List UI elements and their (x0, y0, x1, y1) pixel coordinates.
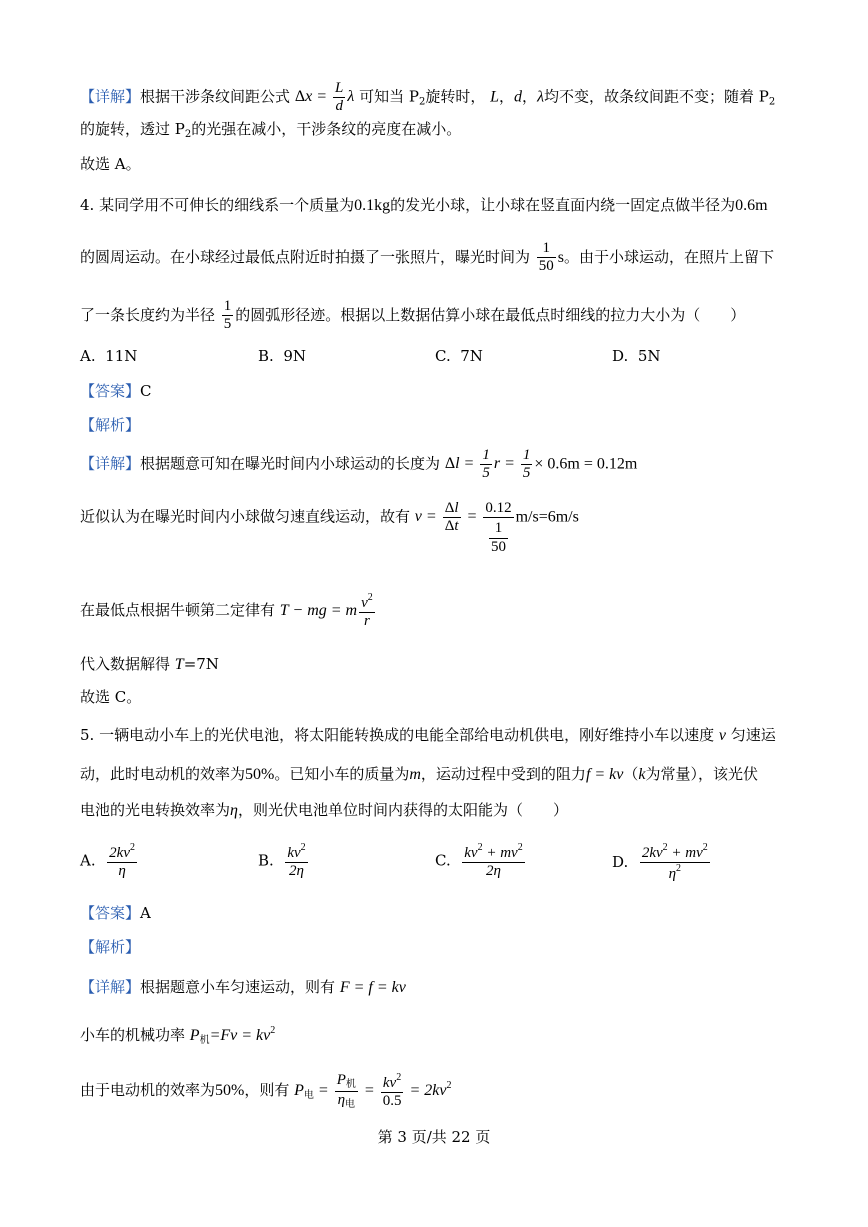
q5-detail-line-1: 【详解】根据题意小车匀速运动，则有 F = f = kv (80, 978, 406, 996)
q4-detail-line-3: 在最低点根据牛顿第二定律有 T − mg = m $\frac{v^2}{r}$ (80, 592, 373, 630)
exposure-time-fraction: $\frac{1}{50}$ (538, 240, 554, 275)
q4-conclusion: 故选 C。 (80, 688, 142, 706)
q5-option-b: B. $\frac{kv^2}{2\eta}$ (258, 842, 306, 880)
q5-stem-line-3: 电池的光电转换效率为η，则光伏电池单位时间内获得的太阳能为（ ） (80, 801, 568, 819)
q5-option-a: A. $\frac{2kv^2}{\eta}$ (80, 842, 135, 880)
formula-fringe-spacing: Δx = $\frac{L}{d}$ λ (294, 80, 355, 115)
q5-option-d: D. $\frac{2kv^2 + mv^2}{\eta^2}$ (612, 842, 708, 883)
q4-option-b: B. 9N (258, 347, 307, 365)
q4-stem-line-2: 的圆周运动。在小球经过最低点附近时拍摄了一张照片，曝光时间为 $\frac{1}{50}$ s。由于小球运动，在照片上留下 (80, 240, 775, 275)
q3-conclusion: 故选 A。 (80, 155, 141, 173)
detail-tag: 【详解】 (80, 87, 141, 106)
q4-analysis-tag: 【解析】 (80, 416, 141, 434)
arc-ratio-fraction: $\frac{1}{5}$ (223, 298, 232, 333)
q5-stem-line-2: 动，此时电动机的效率为50%。已知小车的质量为m，运动过程中受到的阻力f = kv（k为常量），该光伏 (80, 765, 759, 783)
q4-option-a: A. 11N (80, 347, 138, 365)
q5-stem-line-1: 5. 一辆电动小车上的光伏电池，将太阳能转换成的电能全部给电动机供电，刚好维持小车以速度 v 匀速运 (80, 726, 776, 744)
q4-detail-line-1: 【详解】根据题意可知在曝光时间内小球运动的长度为 Δl = $\frac{1}{5}$ r = $\frac{1}{5}$ × 0.6m = 0.12m (80, 447, 638, 482)
q4-detail-line-4: 代入数据解得 T=7N (80, 655, 219, 673)
q4-answer: 【答案】C (80, 382, 152, 400)
q5-detail-line-2: 小车的机械功率 $P_机=Fv = kv^2$ (80, 1025, 276, 1046)
q3-detail-line-2: 的旋转，透过 $P_2$的光强在减小，干涉条纹的亮度在减小。 (80, 120, 462, 140)
q5-analysis-tag: 【解析】 (80, 938, 141, 956)
q4-detail-line-2: 近似认为在曝光时间内小球做匀速直线运动，故有 v = $\frac{\Delta l}{\Delta t}$ = $\frac{0.12}{\frac{1}{50}}$ m/s=6m/s (80, 500, 579, 555)
q4-option-c: C. 7N (435, 347, 483, 365)
q4-option-d: D. 5N (612, 347, 661, 365)
q5-option-c: C. $\frac{kv^2 + mv^2}{2\eta}$ (435, 842, 523, 880)
q5-answer: 【答案】A (80, 904, 151, 922)
q5-detail-line-3: 由于电动机的效率为50%，则有 $P_电$ = $\frac{P_机}{\eta_电}$ = $\frac{kv^2}{0.5}$ = $2kv^2$ (80, 1072, 452, 1110)
page-footer: 第 3 页/共 22 页 (377, 1128, 491, 1146)
q4-stem-line-1: 4. 某同学用不可伸长的细线系一个质量为0.1kg的发光小球，让小球在竖直面内绕一固定点做半径为0.6m (80, 196, 768, 214)
q4-stem-line-3: 了一条长度约为半径 $\frac{1}{5}$ 的圆弧形径迹。根据以上数据估算小球在最低点时细线的拉力大小为（ ） (80, 298, 746, 333)
q3-detail-line-1: 【详解】根据干涉条纹间距公式 Δx = $\frac{L}{d}$ λ 可知当 $P_2$旋转时， L，d，λ均不变，故条纹间距不变；随着 $P_2$ (80, 80, 776, 115)
